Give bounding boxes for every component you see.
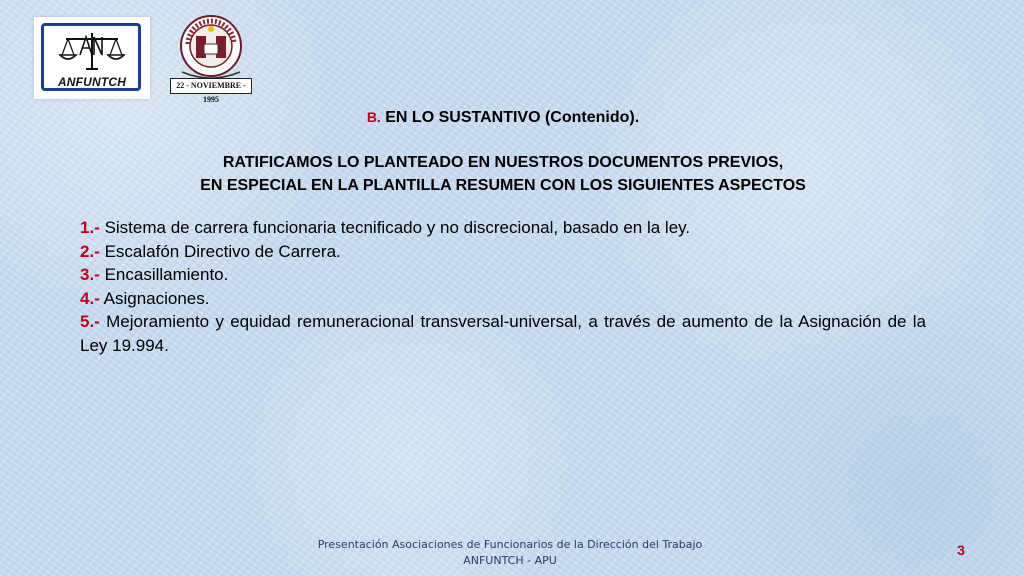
list-item — [80, 263, 926, 287]
list-item-text: Sistema de carrera funcionaria tecnificado y no discrecional, basado en la ley. — [99, 218, 691, 237]
ratification-line-1: RATIFICAMOS LO PLANTEADO EN NUESTROS DOCUMENTOS PREVIOS, — [222, 154, 784, 171]
seal-emblem-icon — [166, 14, 256, 80]
scales-of-justice-icon — [56, 29, 128, 75]
list-item-number: 5.- — [80, 312, 100, 331]
section-letter: B. — [366, 109, 381, 125]
footer-line-2: ANFUNTCH - APU — [463, 554, 557, 567]
list-item-text: Escalafón Directivo de Carrera. — [99, 241, 341, 261]
footer-line-1: Presentación Asociaciones de Funcionarios de la Dirección del Trabajo — [317, 538, 703, 551]
list-item — [80, 240, 926, 264]
ratification-line-2: EN ESPECIAL EN LA PLANTILLA RESUMEN CON LOS SIGUIENTES ASPECTOS — [200, 177, 806, 194]
list-item-number: 3.- — [80, 265, 100, 284]
section-heading — [80, 106, 926, 129]
list-item-text: Encasillamiento. — [99, 265, 229, 284]
anfuntch-logo — [34, 17, 150, 99]
list-item — [80, 287, 926, 311]
list-item — [80, 310, 926, 357]
section-heading-text: EN LO SUSTANTIVO (Contenido). — [380, 109, 640, 126]
list-item — [80, 216, 926, 240]
aspects-list — [80, 216, 926, 357]
list-item-number: 1.- — [80, 218, 100, 237]
anfuntch-logo-text: ANFUNTCH — [57, 75, 127, 89]
page-number: 3 — [957, 542, 965, 558]
slide-content — [80, 106, 926, 357]
list-item-number: 4.- — [80, 288, 100, 308]
apu-seal-logo — [166, 14, 256, 104]
seal-date: 22 - NOVIEMBRE - 1995 — [170, 78, 252, 94]
ratification-statement — [80, 151, 926, 197]
list-item-text: Mejoramiento y equidad remuneracional transversal-universal, a través de aumento de la Asignación de la Ley 19.994. — [80, 312, 926, 355]
list-item-number: 2.- — [80, 241, 100, 261]
list-item-text: Asignaciones. — [99, 288, 210, 308]
slide-footer — [290, 537, 730, 569]
